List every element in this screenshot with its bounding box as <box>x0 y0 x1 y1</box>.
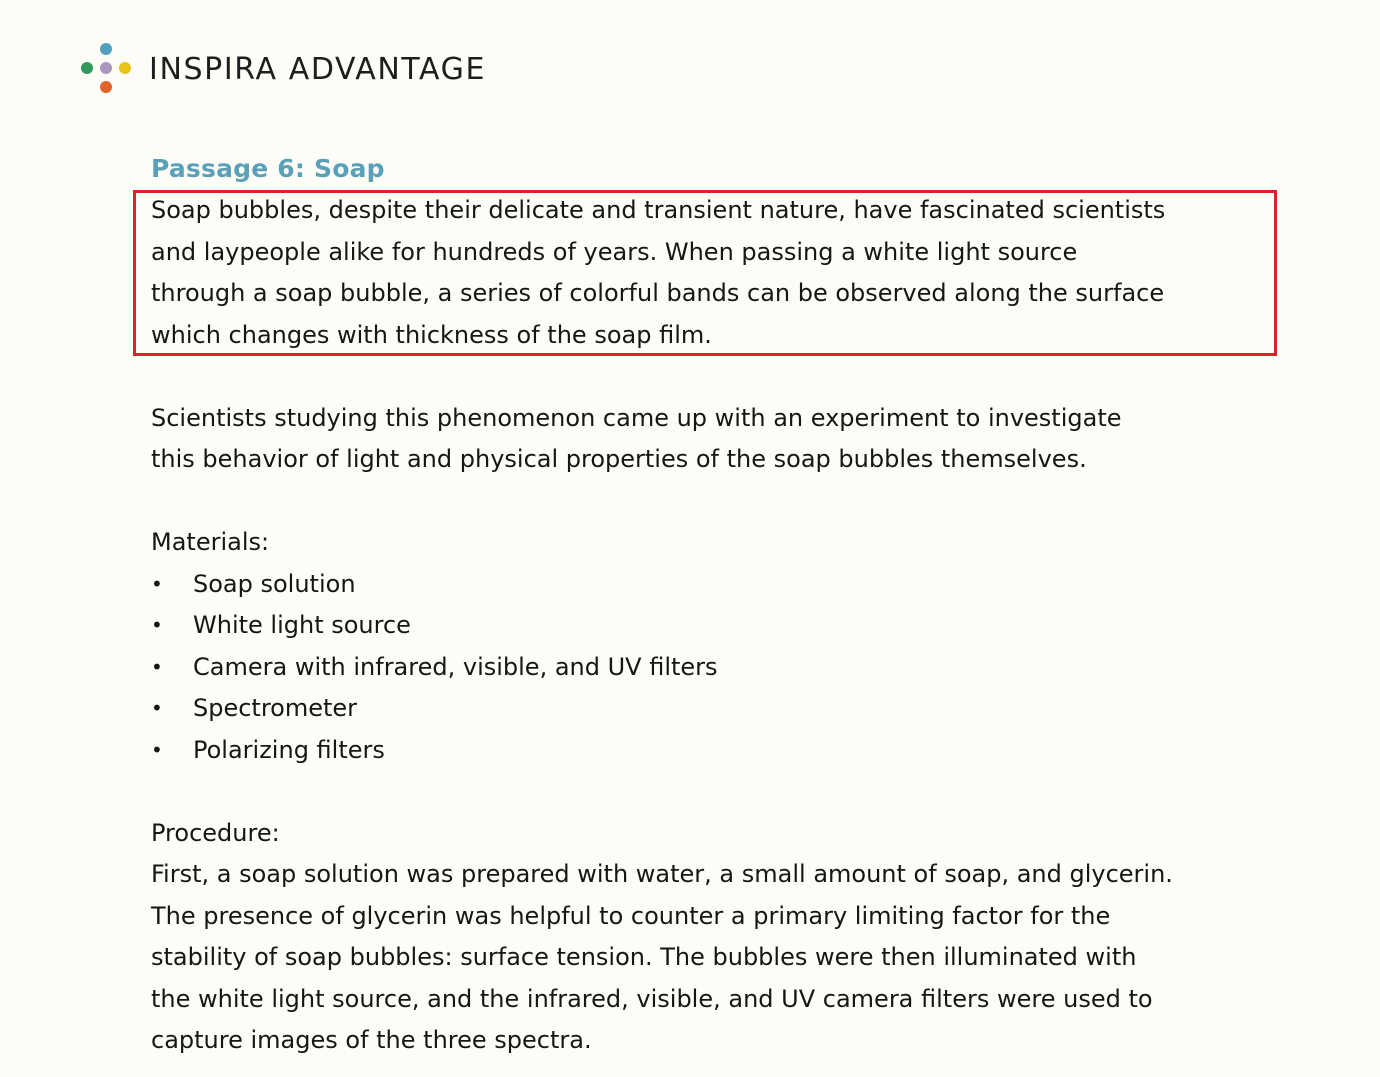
second-paragraph <box>151 398 1291 481</box>
logo-dots-icon <box>80 42 136 96</box>
procedure-label: Procedure: <box>151 818 280 847</box>
logo-dot-left <box>81 62 93 74</box>
material-label: Polarizing filters <box>193 735 385 764</box>
logo-dot-center <box>100 62 112 74</box>
procedure-line: stability of soap bubbles: surface tension. The bubbles were then illuminated with <box>151 943 1137 971</box>
logo-dot-right <box>119 62 131 74</box>
material-label: White light source <box>193 611 411 639</box>
intro-paragraph <box>151 190 1291 356</box>
spacer <box>151 356 1291 398</box>
materials-list <box>151 564 1291 772</box>
spacer <box>151 481 1291 523</box>
list-item <box>151 647 1291 689</box>
material-label: Soap solution <box>193 569 356 598</box>
list-item <box>151 564 1291 606</box>
logo-dot-bottom <box>100 81 112 93</box>
brand-name: INSPIRA ADVANTAGE <box>149 51 487 87</box>
passage-title: Passage 6: Soap <box>151 154 385 183</box>
list-item <box>151 730 1291 772</box>
intro-line: Soap bubbles, despite their delicate and transient nature, have fascinated scientists <box>151 196 1166 224</box>
intro-line: through a soap bubble, a series of colorful bands can be observed along the surface <box>151 279 1165 307</box>
second-line: this behavior of light and physical properties of the soap bubbles themselves. <box>151 445 1087 473</box>
intro-line: and laypeople alike for hundreds of years. When passing a white light source <box>151 237 1078 266</box>
procedure-line: the white light source, and the infrared, visible, and UV camera filters were used to <box>151 984 1153 1013</box>
bullet-icon: • <box>151 613 163 637</box>
list-item <box>151 605 1291 647</box>
bullet-icon: • <box>151 571 163 596</box>
procedure-line: capture images of the three spectra. <box>151 1026 592 1054</box>
intro-line: which changes with thickness of the soap film. <box>151 320 712 349</box>
bullet-icon: • <box>151 654 163 679</box>
material-label: Spectrometer <box>193 694 358 722</box>
procedure-line: First, a soap solution was prepared with water, a small amount of soap, and glycerin. <box>151 860 1173 888</box>
material-label: Camera with infrared, visible, and UV filters <box>193 652 718 681</box>
brand-logo <box>80 42 486 96</box>
passage-content <box>151 150 1291 1062</box>
bullet-icon: • <box>151 696 163 720</box>
second-line: Scientists studying this phenomenon came up with an experiment to investigate <box>151 403 1122 432</box>
materials-label: Materials: <box>151 528 270 556</box>
bullet-icon: • <box>151 737 163 762</box>
logo-dot-top <box>100 43 112 55</box>
procedure-line: The presence of glycerin was helpful to counter a primary limiting factor for the <box>151 901 1111 930</box>
spacer <box>151 771 1291 813</box>
list-item <box>151 688 1291 730</box>
procedure-paragraph <box>151 854 1291 1062</box>
